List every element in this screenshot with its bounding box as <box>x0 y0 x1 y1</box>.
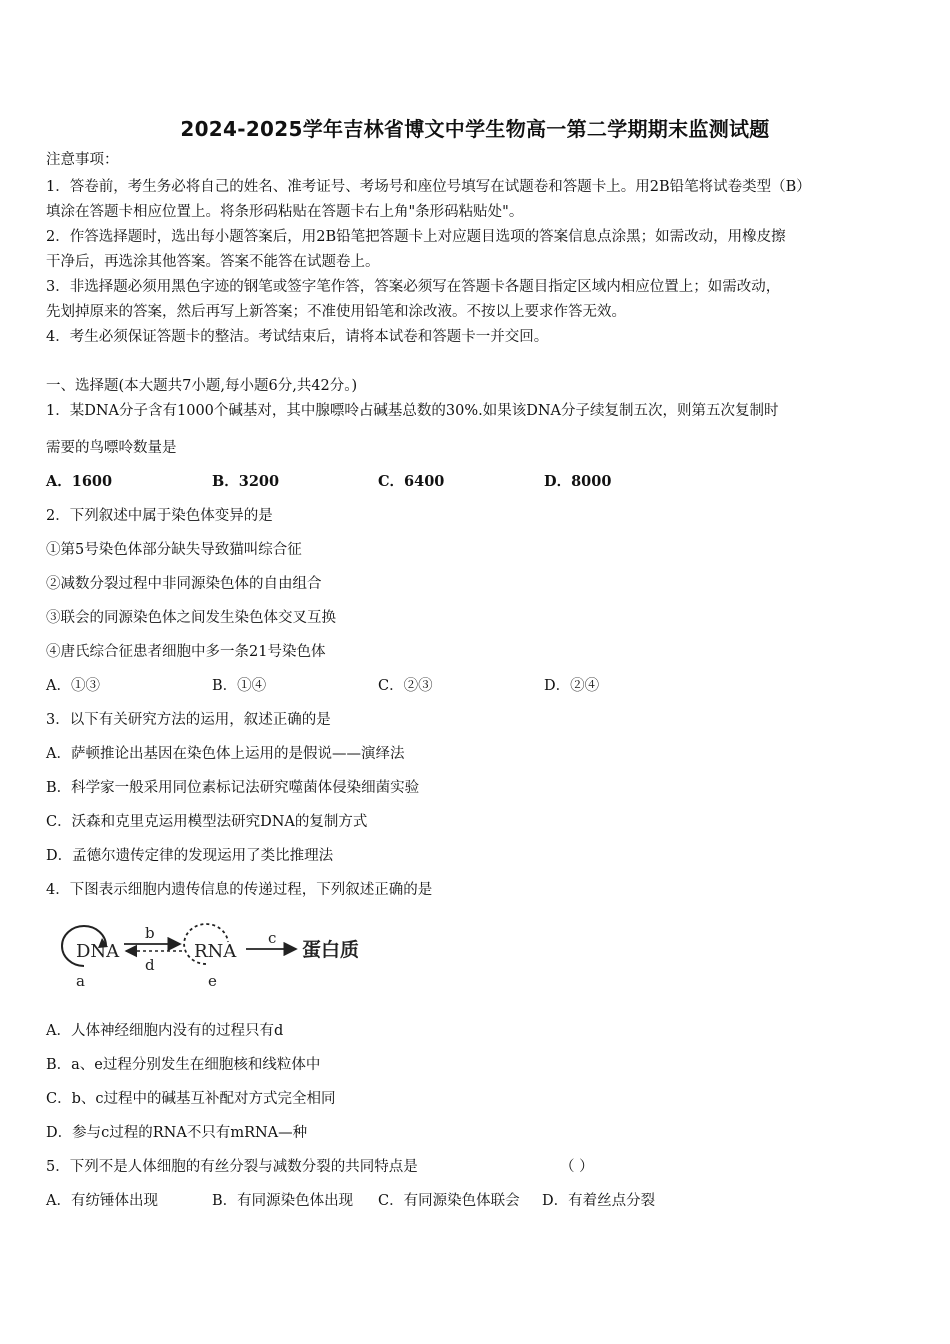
q4-option-c: C．b、c过程中的碱基互补配对方式完全相同 <box>46 1091 336 1107</box>
notice-line: 先划掉原来的答案，然后再写上新答案；不准使用铅笔和涂改液。不按以上要求作答无效。 <box>46 304 626 320</box>
q5-stem: 5．下列不是人体细胞的有丝分裂与减数分裂的共同特点是 <box>46 1159 418 1175</box>
process-e-label: e <box>208 972 217 990</box>
q3-option-c: C．沃森和克里克运用模型法研究DNA的复制方式 <box>46 814 368 830</box>
q2-stem: 2．下列叙述中属于染色体变异的是 <box>46 508 273 524</box>
q5-option-b: B．有同源染色体出现 <box>212 1193 354 1209</box>
process-a-label: a <box>76 972 85 990</box>
q5-option-c: C．有同源染色体联会 <box>378 1193 520 1209</box>
q5-option-d: D．有着丝点分裂 <box>542 1193 656 1209</box>
process-c-label: c <box>268 929 277 947</box>
genetic-info-flow-diagram <box>46 918 386 994</box>
q4-option-b: B．a、e过程分别发生在细胞核和线粒体中 <box>46 1057 321 1073</box>
process-b-label: b <box>145 924 155 942</box>
q4-option-a: A．人体神经细胞内没有的过程只有d <box>46 1023 284 1039</box>
notice-heading: 注意事项： <box>46 152 119 168</box>
q2-item: ①第5号染色体部分缺失导致猫叫综合征 <box>46 542 302 558</box>
notice-line: 填涂在答题卡相应位置上。将条形码粘贴在答题卡右上角"条形码粘贴处"。 <box>46 204 524 220</box>
q1-stem: 1．某DNA分子含有1000个碱基对，其中腺嘌呤占碱基总数的30%.如果该DNA分子续复制五次，则第五次复制时 <box>46 403 779 419</box>
page-title: 2024-2025学年吉林省博文中学生物高一第二学期期末监测试题 <box>180 117 770 141</box>
q3-option-a: A．萨顿推论出基因在染色体上运用的是假说——演绎法 <box>46 746 405 762</box>
q4-option-d: D．参与c过程的RNA不只有mRNA—种 <box>46 1125 308 1141</box>
notice-line: 干净后，再选涂其他答案。答案不能答在试题卷上。 <box>46 254 380 270</box>
notice-line: 4．考生必须保证答题卡的整洁。考试结束后，请将本试卷和答题卡一并交回。 <box>46 329 549 345</box>
dna-label: DNA <box>76 941 120 962</box>
notice-line: 2．作答选择题时，选出每小题答案后，用2B铅笔把答题卡上对应题目选项的答案信息点涂黑；如需改动，用橡皮擦 <box>46 229 786 245</box>
q2-option-d: D．②④ <box>544 678 600 694</box>
q1-option-c: C．6400 <box>378 473 445 490</box>
q1-option-d: D．8000 <box>544 473 612 490</box>
q3-option-b: B．科学家一般采用同位素标记法研究噬菌体侵染细菌实验 <box>46 780 420 796</box>
rna-label: RNA <box>194 941 237 962</box>
q3-option-d: D．孟德尔遗传定律的发现运用了类比推理法 <box>46 848 334 864</box>
q1-option-b: B．3200 <box>212 473 280 490</box>
process-d-label: d <box>145 956 155 974</box>
notice-line: 1．答卷前，考生务必将自己的姓名、准考证号、考场号和座位号填写在试题卷和答题卡上。用2B铅笔将试卷类型（B） <box>46 179 811 195</box>
q5-option-a: A．有纺锤体出现 <box>46 1193 158 1209</box>
protein-label: 蛋白质 <box>302 939 360 961</box>
q2-item: ②减数分裂过程中非同源染色体的自由组合 <box>46 576 322 592</box>
q2-option-b: B．①④ <box>212 678 267 694</box>
q2-option-c: C．②③ <box>378 678 433 694</box>
q2-item: ③联会的同源染色体之间发生染色体交叉互换 <box>46 610 336 626</box>
q5-answer-paren: （ ） <box>560 1159 594 1175</box>
q3-stem: 3．以下有关研究方法的运用，叙述正确的是 <box>46 712 331 728</box>
q1-option-a: A．1600 <box>46 473 113 490</box>
q2-item: ④唐氏综合征患者细胞中多一条21号染色体 <box>46 644 326 660</box>
q1-stem-cont: 需要的鸟嘌呤数量是 <box>46 440 177 456</box>
q2-option-a: A．①③ <box>46 678 100 694</box>
q4-stem: 4．下图表示细胞内遗传信息的传递过程，下列叙述正确的是 <box>46 882 433 898</box>
section-heading: 一、选择题(本大题共7小题,每小题6分,共42分。) <box>46 378 358 394</box>
notice-line: 3．非选择题必须用黑色字迹的钢笔或签字笔作答，答案必须写在答题卡各题目指定区域内相应位置上；如需改动， <box>46 279 781 295</box>
